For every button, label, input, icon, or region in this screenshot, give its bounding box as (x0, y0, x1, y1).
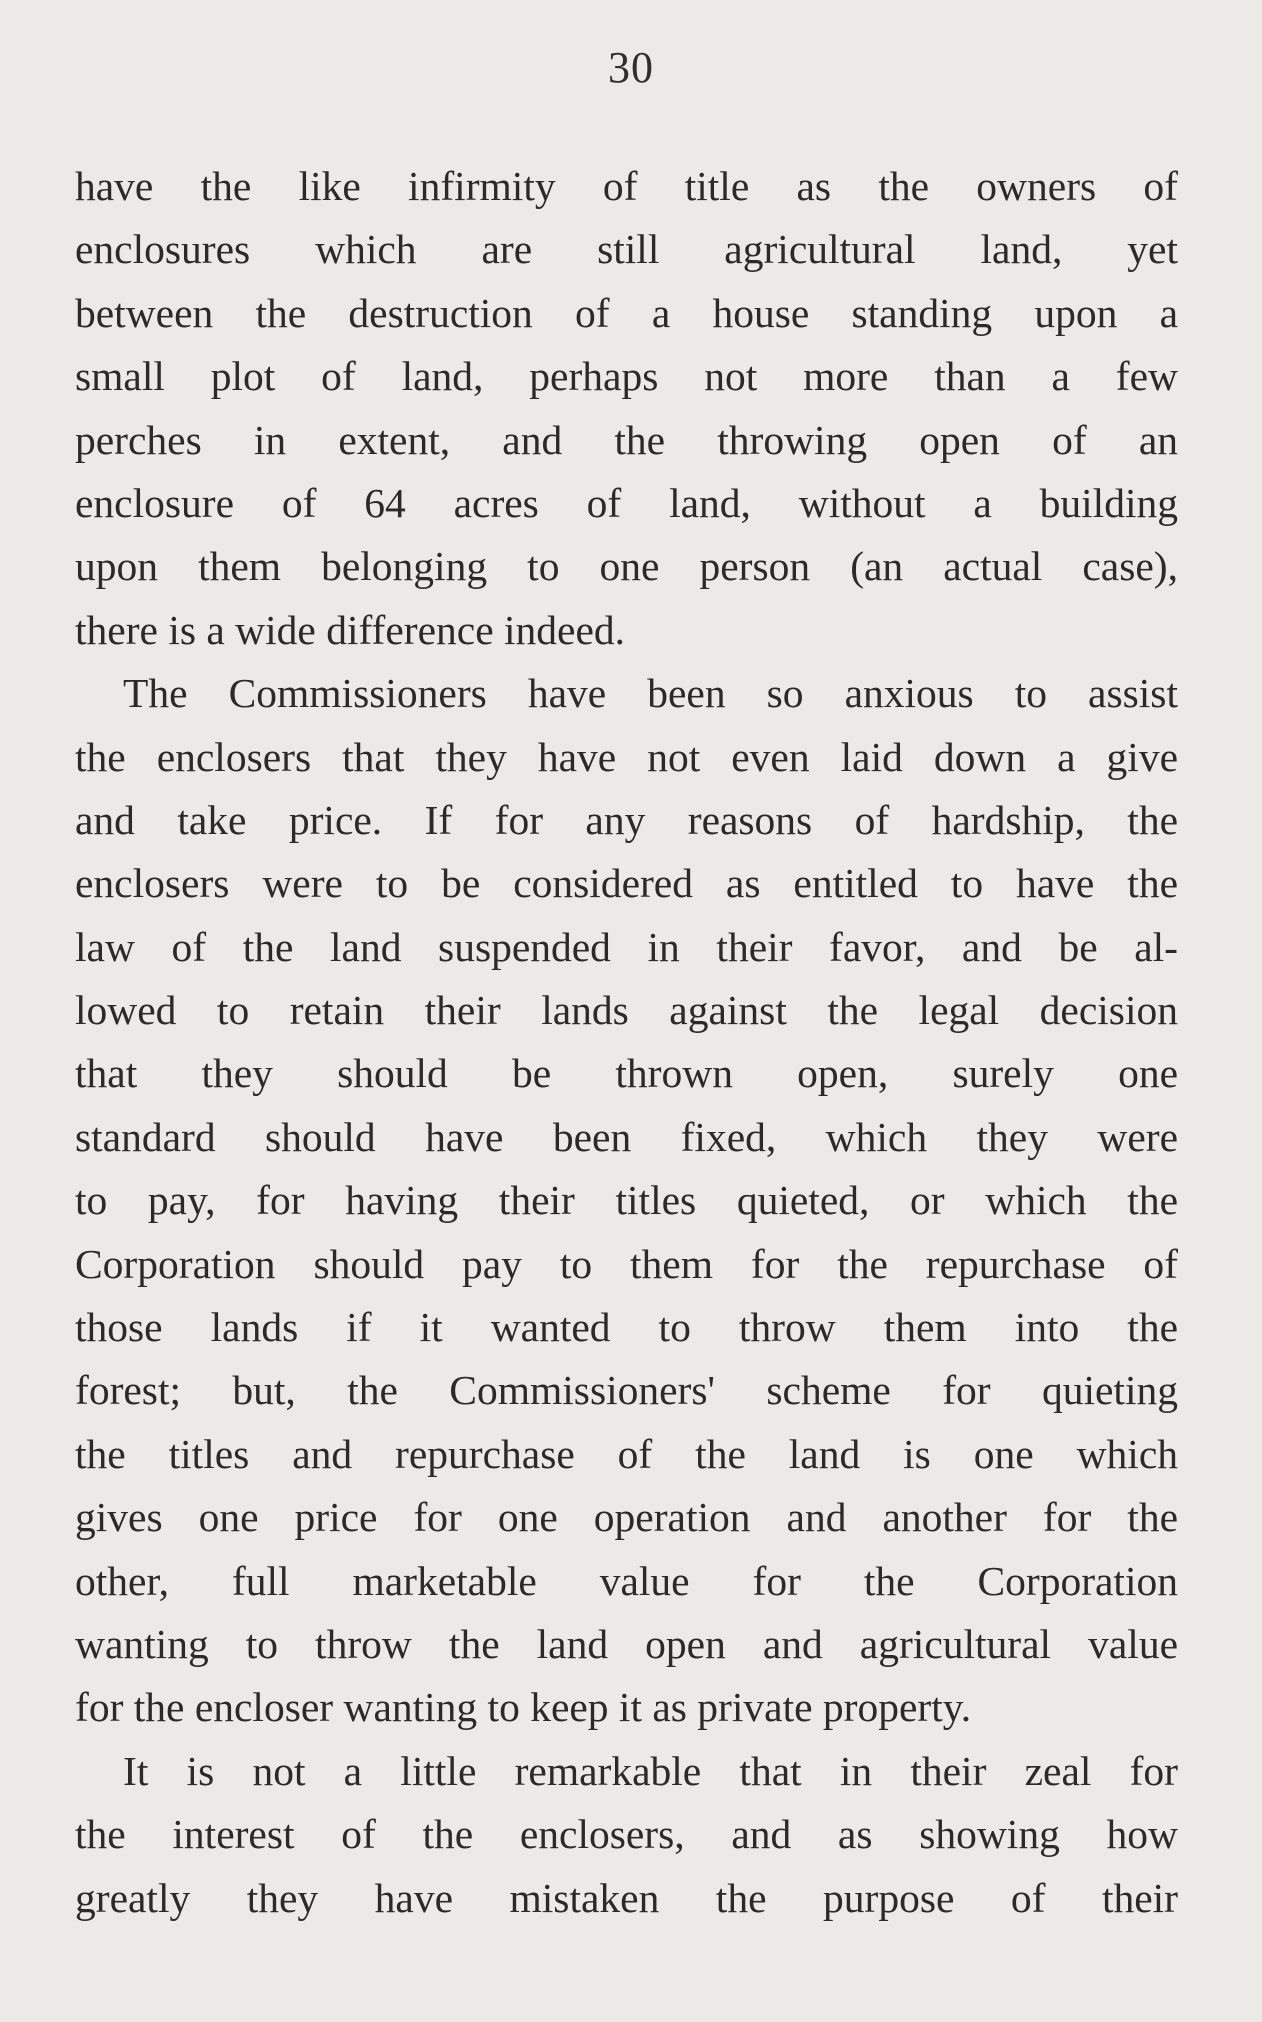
text-line: have the like infirmity of title as the owners of (75, 163, 1178, 209)
text-line: gives one price for one operation and another for the (75, 1494, 1178, 1541)
text-line: that they should be thrown open, surely one (75, 1050, 1178, 1097)
text-line: enclosure of 64 acres of land, without a building (75, 479, 1178, 526)
text-line: those lands if it wanted to throw them into the (75, 1304, 1178, 1351)
text-line: perches in extent, and the throwing open of an (75, 416, 1178, 463)
text-line: the interest of the enclosers, and as showing how (75, 1811, 1178, 1858)
page-number: 30 (608, 43, 654, 92)
text-line: the enclosers that they have not even laid down a give (75, 733, 1178, 780)
text-line: small plot of land, perhaps not more than a few (75, 353, 1178, 400)
text-line: law of the land suspended in their favor, and be al- (75, 923, 1178, 970)
text-line: enclosers were to be considered as entitled to have the (75, 860, 1178, 907)
text-line: the titles and repurchase of the land is one which (75, 1430, 1178, 1477)
text-line: forest; but, the Commissioners' scheme for quieting (75, 1367, 1178, 1414)
text-line: other, full marketable value for the Corporation (75, 1557, 1178, 1604)
text-line: It is not a little remarkable that in their zeal for (123, 1747, 1178, 1794)
text-line: lowed to retain their lands against the legal decision (75, 987, 1178, 1034)
text-line: there is a wide difference indeed. (75, 606, 625, 653)
text-line: between the destruction of a house standing upon a (75, 289, 1178, 336)
text-line: wanting to throw the land open and agricultural value (75, 1620, 1178, 1667)
body-text (75, 155, 1178, 1930)
text-line: upon them belonging to one person (an actual case), (75, 543, 1178, 590)
text-line: for the encloser wanting to keep it as private property. (75, 1684, 972, 1731)
text-line: and take price. If for any reasons of hardship, the (75, 796, 1178, 843)
text-line: to pay, for having their titles quieted, or which the (75, 1177, 1178, 1224)
text-line: enclosures which are still agricultural land, yet (75, 226, 1178, 273)
text-line: The Commissioners have been so anxious to assist (123, 670, 1178, 717)
text-line: Corporation should pay to them for the repurchase of (75, 1240, 1178, 1287)
text-line: standard should have been fixed, which they were (75, 1113, 1178, 1160)
text-line: greatly they have mistaken the purpose of their (75, 1874, 1178, 1921)
